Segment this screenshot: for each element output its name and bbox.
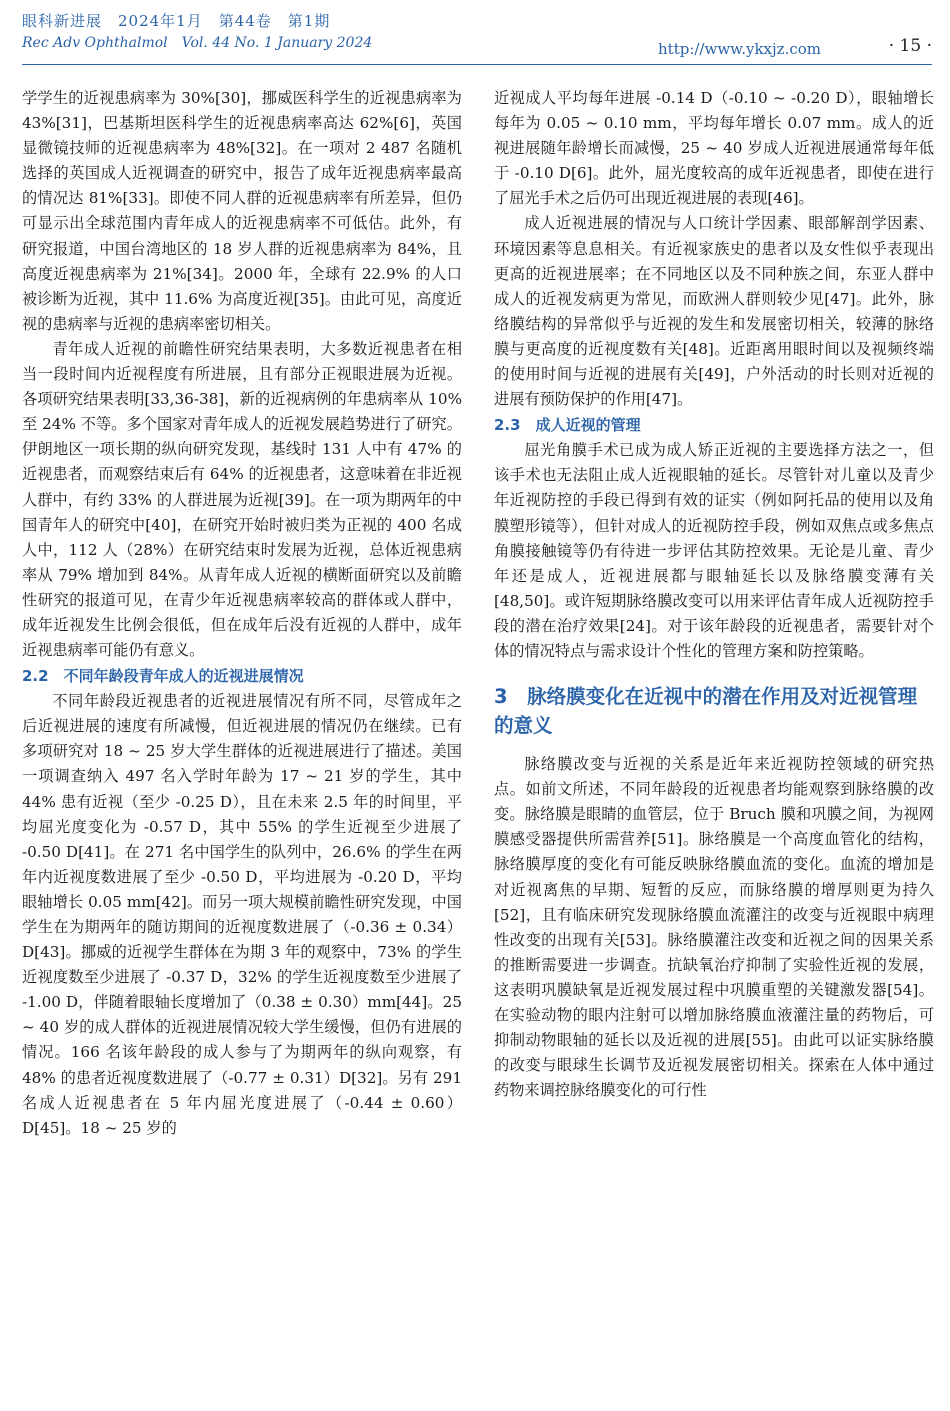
paragraph: 青年成人近视的前瞻性研究结果表明，大多数近视患者在相当一段时间内近视程度有所进展，且有部分正视眼进展为近视。各项研究结果表明[33,36-38]，新的近视病例的年患病率从 10% 至 24% 不等。多个国家对青年成人的近视发展趋势进行了研究。伊朗地区一项长期的纵向研究发现，基线时 131 人中有 47% 的近视患者，而观察结束后有 64% 的近视患者，这意味着在非近视人群中，有约 33% 的人群进展为近视[39]。在一项为期两年的中国青年人的研究中[40]，在研究开始时被归类为正视的 400 名成人中，112 人（28%）在研究结束时发展为近视，总体近视患病率从 79% 增加到 84%。从青年成人近视的横断面研究以及前瞻性研究的报道可见，在青少年近视患病率较高的群体或人群中，成年近视发生比例会很低，但在成年后没有近视的人群中，成年近视患病率可能仍有意义。 xyxy=(22,339,462,660)
page-number: · 15 · xyxy=(888,36,932,56)
journal-url-link[interactable]: http://www.ykxjz.com xyxy=(658,40,821,58)
section-heading-2-2: 2.2 不同年龄段青年成人的近视进展情况 xyxy=(22,667,304,686)
paragraph: 脉络膜改变与近视的关系是近年来近视防控领域的研究热点。如前文所述，不同年龄段的近视患者均能观察到脉络膜的改变。脉络膜是眼睛的血管层，位于 Bruch 膜和巩膜之间，为视网膜感受器提供所需营养[51]。脉络膜是一个高度血管化的结构，脉络膜厚度的变化有可能反映脉络膜血流的变化。血流的增加是对近视离焦的早期、短暂的反应，而脉络膜的增厚则更为持久[52]，且有临床研究发现脉络膜血流灌注的改变与近视眼中病理性改变的出现有关[53]。脉络膜灌注改变和近视之间的因果关系的推断需要进一步调查。抗缺氧治疗抑制了实验性近视的发展，这表明巩膜缺氧是近视发展过程中巩膜重塑的关键激发器[54]。在实验动物的眼内注射可以增加脉络膜血液灌注量的药物后，可抑制动物眼轴的延长以及近视的进展[55]。由此可以证实脉络膜的改变与眼球生长调节及近视发展密切相关。探索在人体中通过药物来调控脉络膜变化的可行性 xyxy=(494,755,934,1100)
right-column xyxy=(494,86,934,1103)
section-heading-3: 3 脉络膜变化在近视中的潜在作用及对近视管理的意义 xyxy=(494,685,918,738)
left-column xyxy=(22,86,462,1141)
journal-english-line: Rec Adv Ophthalmol Vol. 44 No. 1 January 2024 xyxy=(22,35,373,51)
paragraph: 屈光角膜手术已成为成人矫正近视的主要选择方法之一，但该手术也无法阻止成人近视眼轴的延长。尽管针对儿童以及青少年近视防控的手段已得到有效的证实（例如阿托品的使用以及角膜塑形镜等），但针对成人的近视防控手段，例如双焦点或多焦点角膜接触镜等仍有待进一步评估其防控效果。无论是儿童、青少年还是成人，近视进展都与眼轴延长以及脉络膜变薄有关[48,50]。或许短期脉络膜改变可以用来评估青年成人近视防控手段的潜在治疗效果[24]。对于该年龄段的近视患者，需要针对个体的情况特点与需求设计个性化的管理方案和防控策略。 xyxy=(494,441,934,660)
journal-title-line: 眼科新进展 2024年1月 第44卷 第1期 xyxy=(22,12,331,30)
paragraph: 成人近视进展的情况与人口统计学因素、眼部解剖学因素、环境因素等息息相关。有近视家族史的患者以及女性似乎表现出更高的近视进展率；在不同地区以及不同种族之间，东亚人群中成人的近视发病更为常见，而欧洲人群则较少见[47]。此外，脉络膜结构的异常似乎与近视的发生和发展密切相关，较薄的脉络膜与更高度的近视度数有关[48]。近距离用眼时间以及视频终端的使用时间与近视的进展有关[49]，户外活动的时长则对近视的进展有预防保护的作用[47]。 xyxy=(494,214,934,409)
paragraph: 近视成人平均每年进展 -0.14 D（-0.10 ~ -0.20 D），眼轴增长每年为 0.05 ~ 0.10 mm，平均每年增长 0.07 mm。成人的近视进展随年龄增长而减慢，25 ~ 40 岁成人近视进展通常每年低于 -0.10 D[6]。此外，屈光度较高的成年近视患者，即使在进行了屈光手术之后仍可出现近视进展的表现[46]。 xyxy=(494,89,934,208)
header-divider xyxy=(22,64,932,65)
paragraph: 不同年龄段近视患者的近视进展情况有所不同，尽管成年之后近视进展的速度有所减慢，但近视进展的情况仍在继续。已有多项研究对 18 ~ 25 岁大学生群体的近视进展进行了描述。美国一项调查纳入 497 名入学时年龄为 17 ~ 21 岁的学生，其中 44% 患有近视（至少 -0.25 D），且在未来 2.5 年的时间里，平均屈光度变化为 -0.57 D，其中 55% 的学生近视至少进展了 -0.50 D[41]。在 271 名中国学生的队列中，26.6% 的学生在两年内近视度数进展了至少 -0.50 D，平均进展为 -0.20 D，平均眼轴增长 0.05 mm[42]。而另一项大规模前瞻性研究发现，中国学生在为期两年的随访期间的近视度数进展了（-0.36 ± 0.34）D[43]。挪威的近视学生群体在为期 3 年的观察中，73% 的学生近视度数至少进展了 -0.37 D，32% 的学生近视度数至少进展了 -1.00 D，伴随着眼轴长度增加了（0.38 ± 0.30）mm[44]。25 ~ 40 岁的成人群体的近视进展情况较大学生缓慢，但仍有进展的情况。166 名该年龄段的成人参与了为期两年的纵向观察，有 48% 的患者近视度数进展了（-0.77 ± 0.31）D[32]。另有 291 名成人近视患者在 5 年内屈光度进展了（-0.44 ± 0.60）D[45]。18 ~ 25 岁的 xyxy=(22,692,462,1137)
running-header xyxy=(22,10,932,62)
section-heading-2-3: 2.3 成人近视的管理 xyxy=(494,416,641,435)
paragraph: 学学生的近视患病率为 30%[30]，挪威医科学生的近视患病率为 43%[31]，巴基斯坦医科学生的近视患病率高达 62%[6]，英国显微镜技师的近视患病率为 48%[32]。在一项对 2 487 名随机选择的英国成人近视调查的研究中，报告了成年近视患病率最高的情况达 81%[33]。即使不同人群的近视患病率有所差异，但仍可显示出全球范围内青年成人的近视患病率不可低估。此外，有研究报道，中国台湾地区的 18 岁人群的近视患病率为 84%，且高度近视患病率为 21%[34]。2000 年，全球有 22.9% 的人口被诊断为近视，其中 11.6% 为高度近视[35]。由此可见，高度近视的患病率与近视的患病率密切相关。 xyxy=(22,89,462,333)
